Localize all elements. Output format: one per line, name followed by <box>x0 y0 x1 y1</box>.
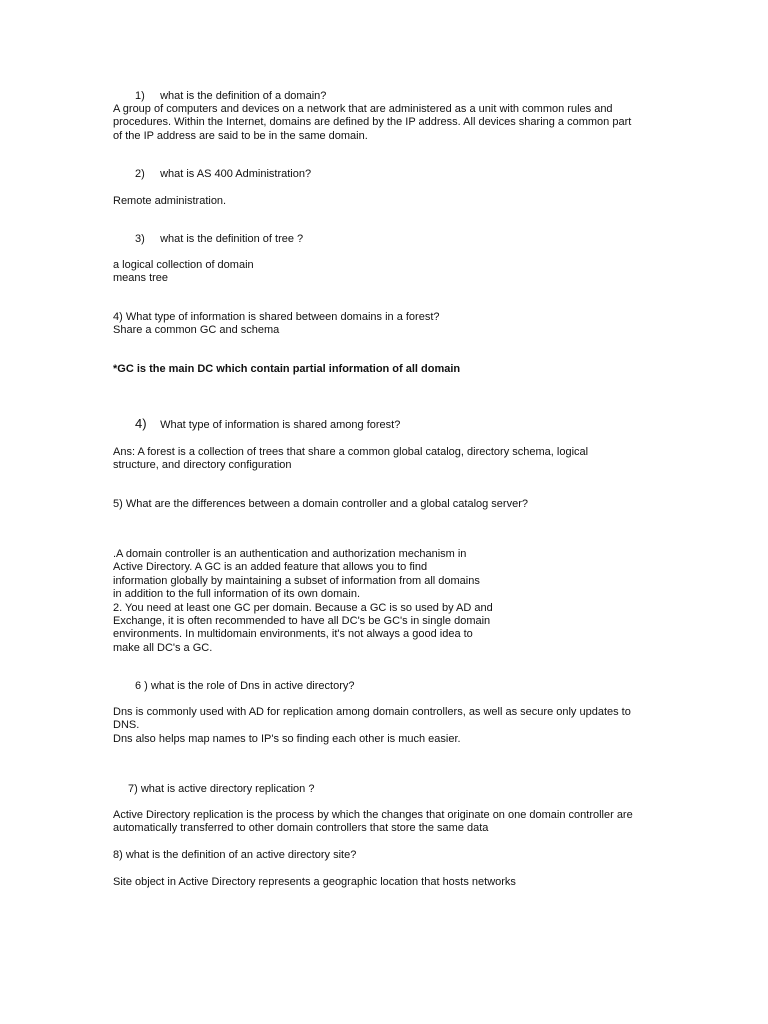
answer-5-line-1: .A domain controller is an authentication and authorization mechanism in <box>113 548 467 560</box>
answer-6-line-3: Dns also helps map names to IP's so finding each other is much easier. <box>113 732 461 745</box>
answer-3-line-1: a logical collection of domain <box>113 259 254 271</box>
question-3 <box>135 233 303 247</box>
question-1-number: 1) <box>135 90 145 102</box>
answer-3 <box>113 259 254 286</box>
gc-note: *GC is the main DC which contain partial information of all domain <box>113 363 461 375</box>
answer-5-line-4: in addition to the full information of its own domain. <box>113 588 361 601</box>
answer-1-line-2: procedures. Within the Internet, domains are defined by the IP address. All devices sharing a common part <box>113 116 632 129</box>
question-4b <box>135 417 400 433</box>
answer-4b-line-2: structure, and directory configuration <box>113 459 292 472</box>
answer-4a: Share a common GC and schema <box>113 324 280 336</box>
answer-5-line-2: Active Directory. A GC is an added feature that allows you to find <box>113 561 428 574</box>
answer-7-line-2: automatically transferred to other domain controllers that store the same data <box>113 822 489 835</box>
answer-5-line-6: Exchange, it is often recommended to have all DC's be GC's in single domain <box>113 615 491 628</box>
answer-1-line-1: A group of computers and devices on a network that are administered as a unit with common rules and <box>113 103 613 115</box>
answer-5-line-7: environments. In multidomain environments, it's not always a good idea to <box>113 628 473 641</box>
question-7: 7) what is active directory replication ? <box>128 783 315 795</box>
question-1 <box>135 90 326 104</box>
answer-6 <box>113 706 631 746</box>
question-3-text: what is the definition of tree ? <box>160 233 304 245</box>
question-2-text: what is AS 400 Administration? <box>160 168 312 180</box>
answer-5-line-3: information globally by maintaining a subset of information from all domains <box>113 574 480 587</box>
question-1-text: what is the definition of a domain? <box>160 90 327 102</box>
question-4a: 4) What type of information is shared between domains in a forest? <box>113 311 440 323</box>
question-6: 6 ) what is the role of Dns in active directory? <box>135 680 355 692</box>
question-2-number: 2) <box>135 168 145 180</box>
answer-1 <box>113 103 631 143</box>
answer-3-line-2: means tree <box>113 272 169 285</box>
question-4b-text: What type of information is shared among forest? <box>160 419 401 431</box>
answer-1-line-3: of the IP address are said to be in the same domain. <box>113 129 368 142</box>
question-3-number: 3) <box>135 233 145 245</box>
answer-4b <box>113 446 588 473</box>
answer-7-line-1: Active Directory replication is the process by which the changes that originate on one domain controller are <box>113 809 633 821</box>
question-4b-number: 4) <box>135 416 147 431</box>
answer-5-line-5: 2. You need at least one GC per domain. Because a GC is so used by AD and <box>113 601 493 614</box>
answer-6-line-2: DNS. <box>113 719 140 732</box>
answer-7 <box>113 809 633 836</box>
question-8: 8) what is the definition of an active directory site? <box>113 849 357 861</box>
answer-4b-line-1: Ans: A forest is a collection of trees that share a common global catalog, directory schema, logical <box>113 446 589 458</box>
answer-2: Remote administration. <box>113 195 227 207</box>
answer-6-line-1: Dns is commonly used with AD for replication among domain controllers, as well as secure only updates to <box>113 706 631 718</box>
question-5: 5) What are the differences between a domain controller and a global catalog server? <box>113 498 528 510</box>
answer-5-line-8: make all DC's a GC. <box>113 641 213 654</box>
answer-8: Site object in Active Directory represents a geographic location that hosts networks <box>113 876 516 888</box>
answer-5 <box>113 548 493 655</box>
question-2 <box>135 168 311 182</box>
